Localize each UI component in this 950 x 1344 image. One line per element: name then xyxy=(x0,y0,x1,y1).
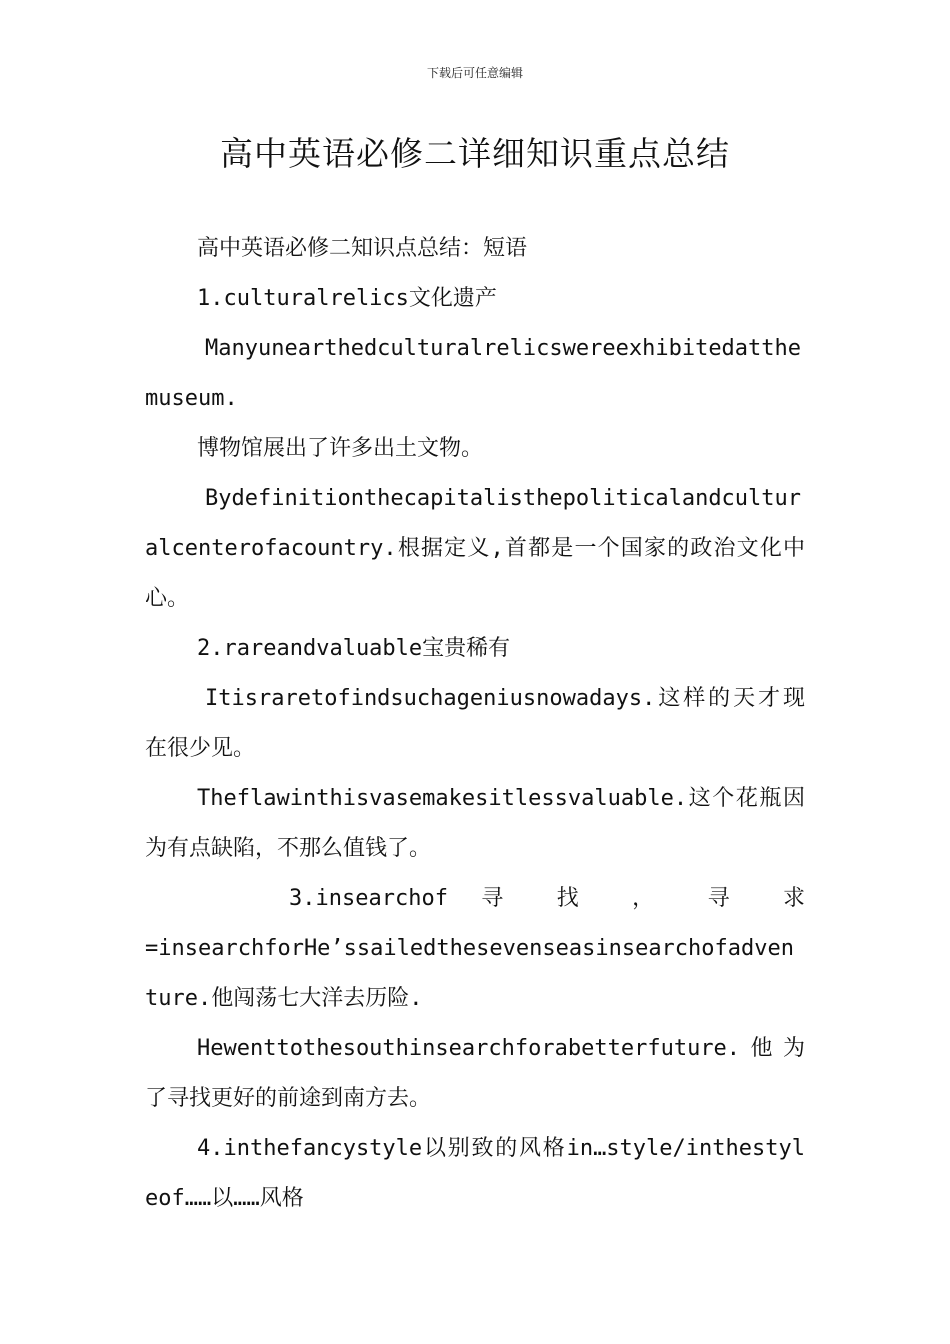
paragraph: Hewenttothesouthinsearchforabetterfuture.他为了寻找更好的前途到南方去。 xyxy=(145,1036,805,1111)
paragraph: 1.culturalrelics文化遗产 xyxy=(197,286,497,311)
paragraph: Bydefinitionthecapitalisthepoliticalandculturalcenterofacountry.根据定义,首都是一个国家的政治文化中心。 xyxy=(145,486,805,611)
paragraph: 4.inthefancystyle以别致的风格in…style/inthestyleof……以……风格 xyxy=(145,1136,805,1211)
paragraph: 3.insearchof 寻 找 ， 寻 求 xyxy=(289,886,805,911)
paragraph: 博物馆展出了许多出土文物。 xyxy=(197,436,484,461)
paragraph: 高中英语必修二知识点总结：短语 xyxy=(197,236,528,261)
paragraph: 2.rareandvaluable宝贵稀有 xyxy=(197,636,511,661)
paragraph: =insearchforHe’ssailedthesevenseasinsearchofadventure.他闯荡七大洋去历险. xyxy=(145,936,795,1011)
document-title: 高中英语必修二详细知识重点总结 xyxy=(220,134,730,173)
paragraph: Manyunearthedculturalrelicswereexhibitedatthemuseum. xyxy=(145,336,802,411)
document-body xyxy=(145,224,805,1224)
paragraph: Theflawinthisvasemakesitlessvaluable.这个花瓶因为有点缺陷，不那么值钱了。 xyxy=(145,786,805,861)
header-note: 下载后可任意编辑 xyxy=(426,66,523,80)
paragraph: Itisraretofindsuchageniusnowadays.这样的天才现在很少见。 xyxy=(145,686,805,761)
